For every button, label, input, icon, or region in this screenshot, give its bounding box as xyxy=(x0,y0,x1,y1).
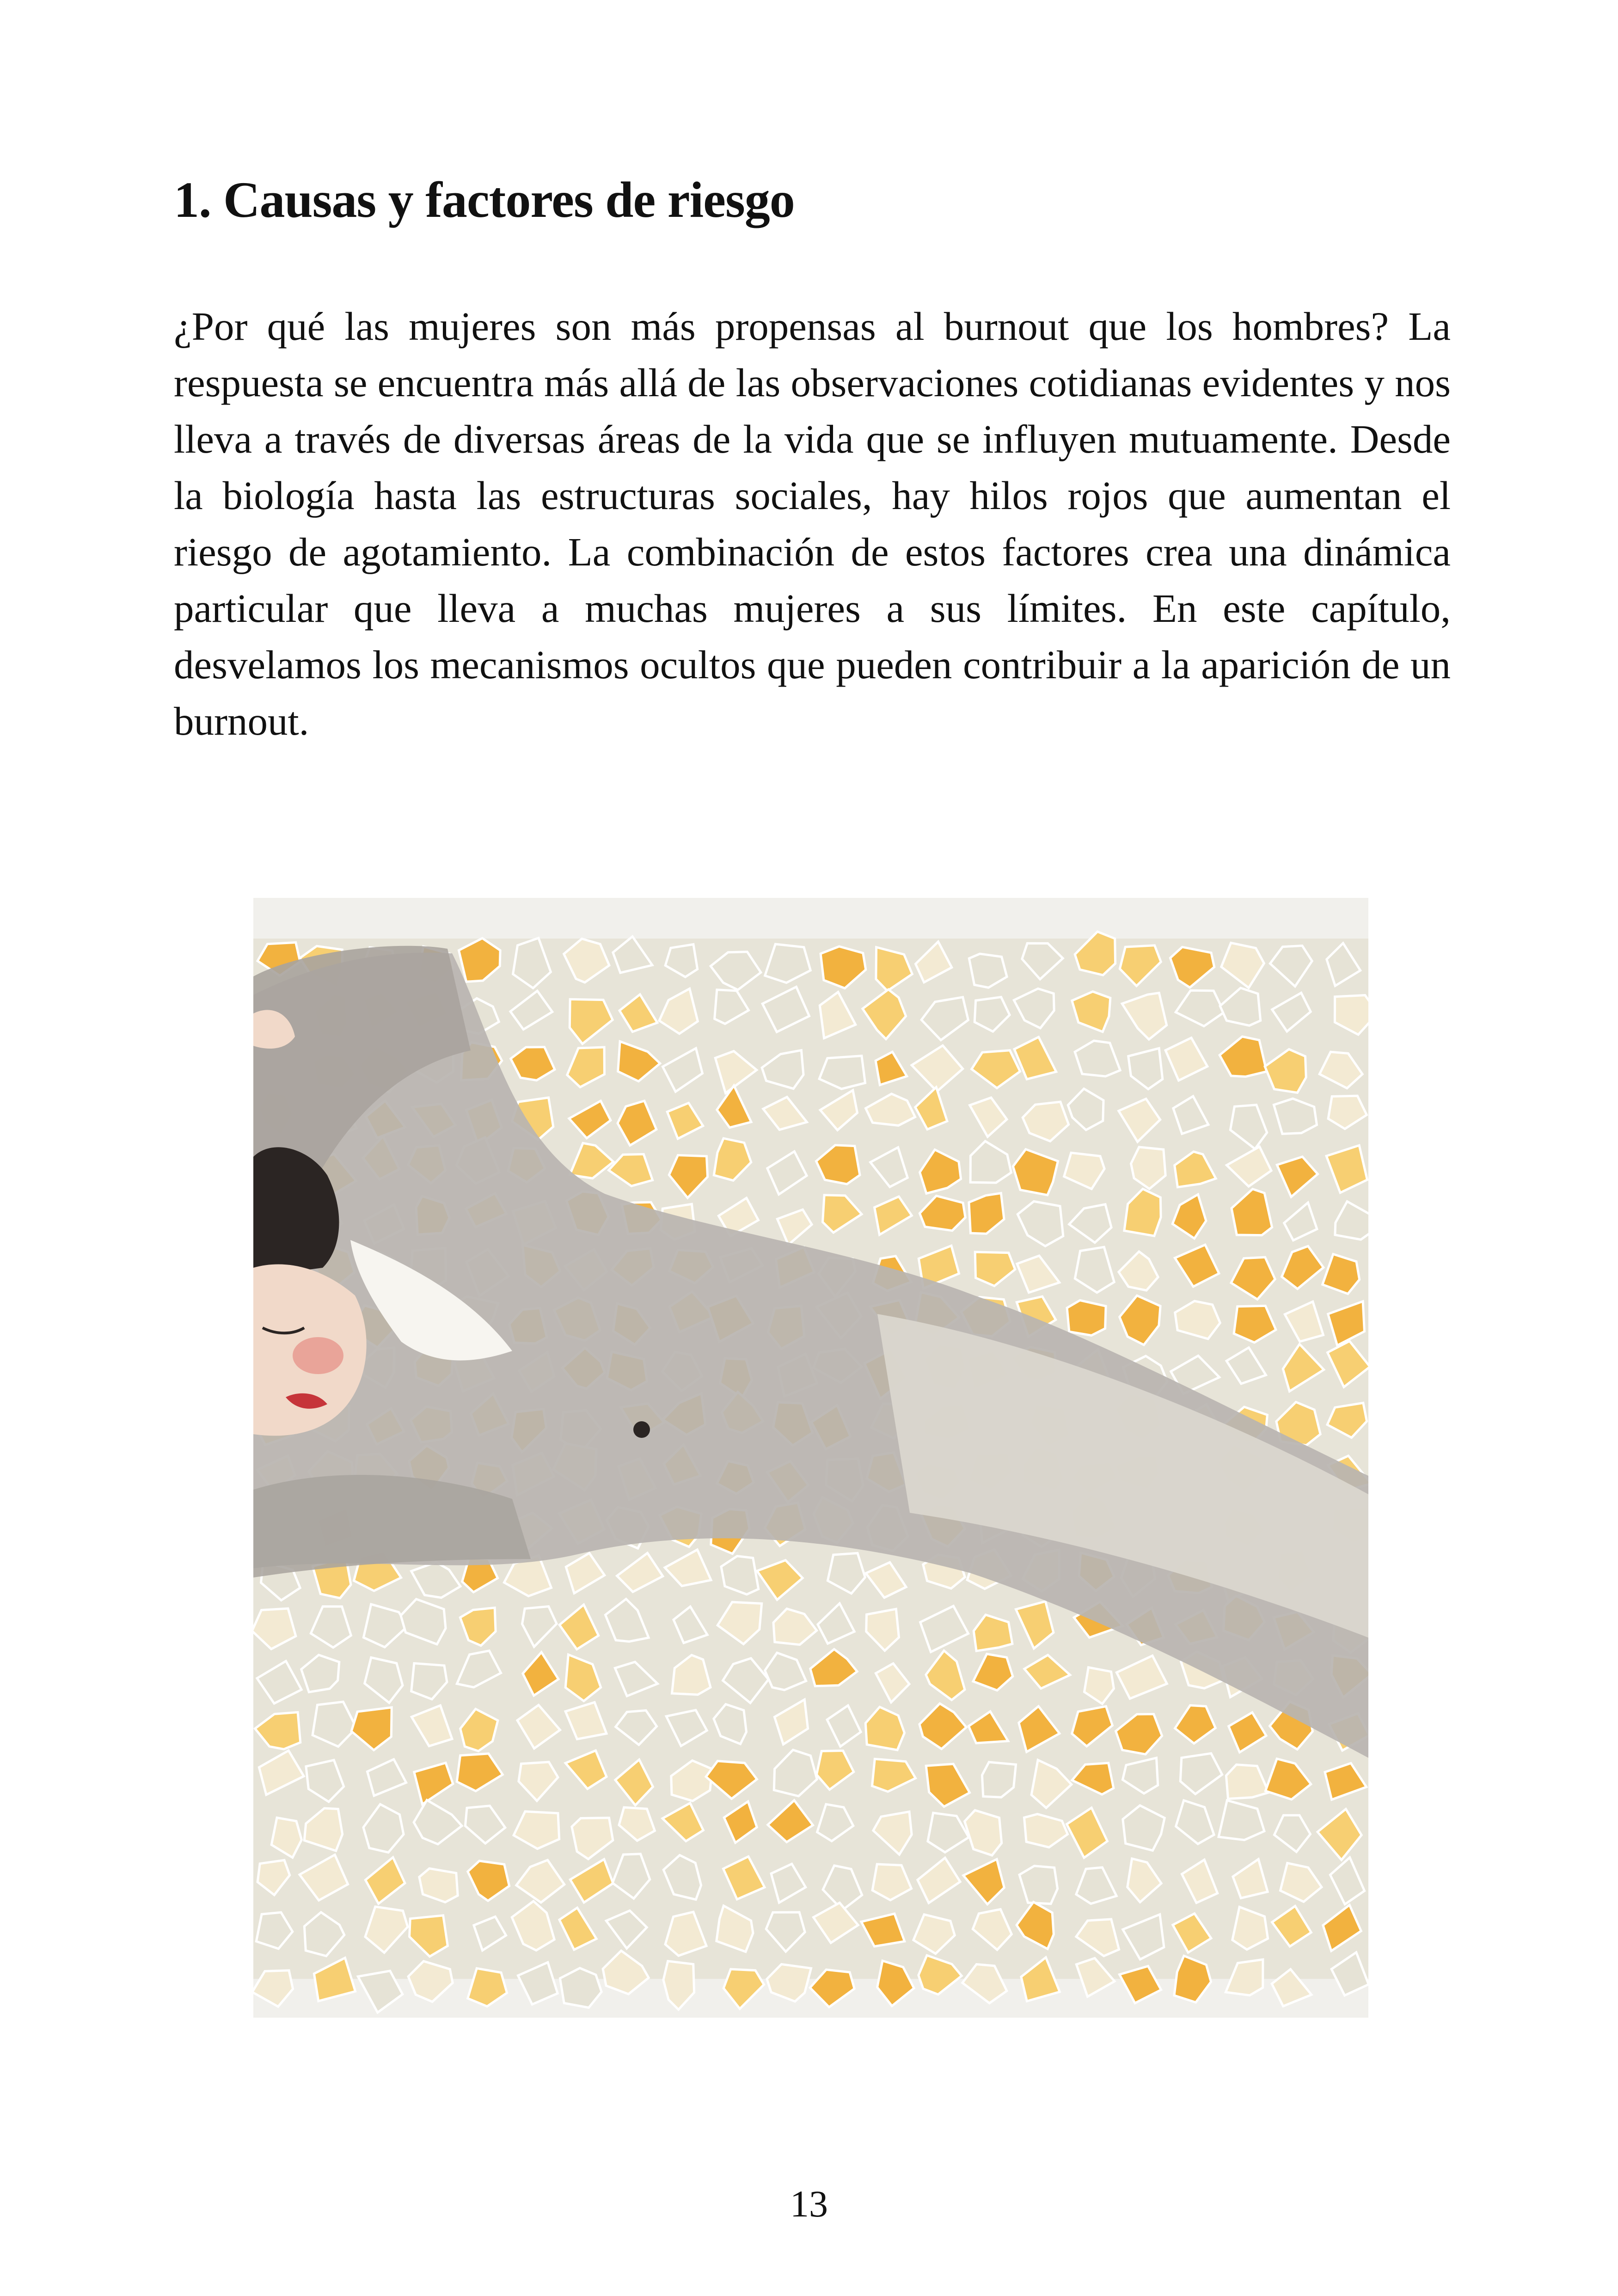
mosaic-illustration xyxy=(253,898,1368,2018)
page-number: 13 xyxy=(790,2183,828,2225)
chapter-heading: 1. Causas y factores de riesgo xyxy=(174,172,795,228)
mosaic-illustration-woman-lying-icon xyxy=(253,898,1368,2018)
body-paragraph: ¿Por qué las mujeres son más propensas al burnout que los hombres? La respuesta se encuentra más allá de las observaciones cotidianas evidentes y nos lleva a través de diversas áreas de la vida que se influyen mutuamente. Desde la biología hasta las estructuras sociales, hay hilos rojos que aumentan el riesgo de agotamiento. La combinación de estos factores crea una dinámica particular que lleva a muchas mujeres a sus límites. En este capítulo, desvelamos los mecanismos ocultos que pueden contribuir a la aparición de un burnout. xyxy=(174,304,1451,743)
mosaic-tile xyxy=(1067,1300,1106,1335)
